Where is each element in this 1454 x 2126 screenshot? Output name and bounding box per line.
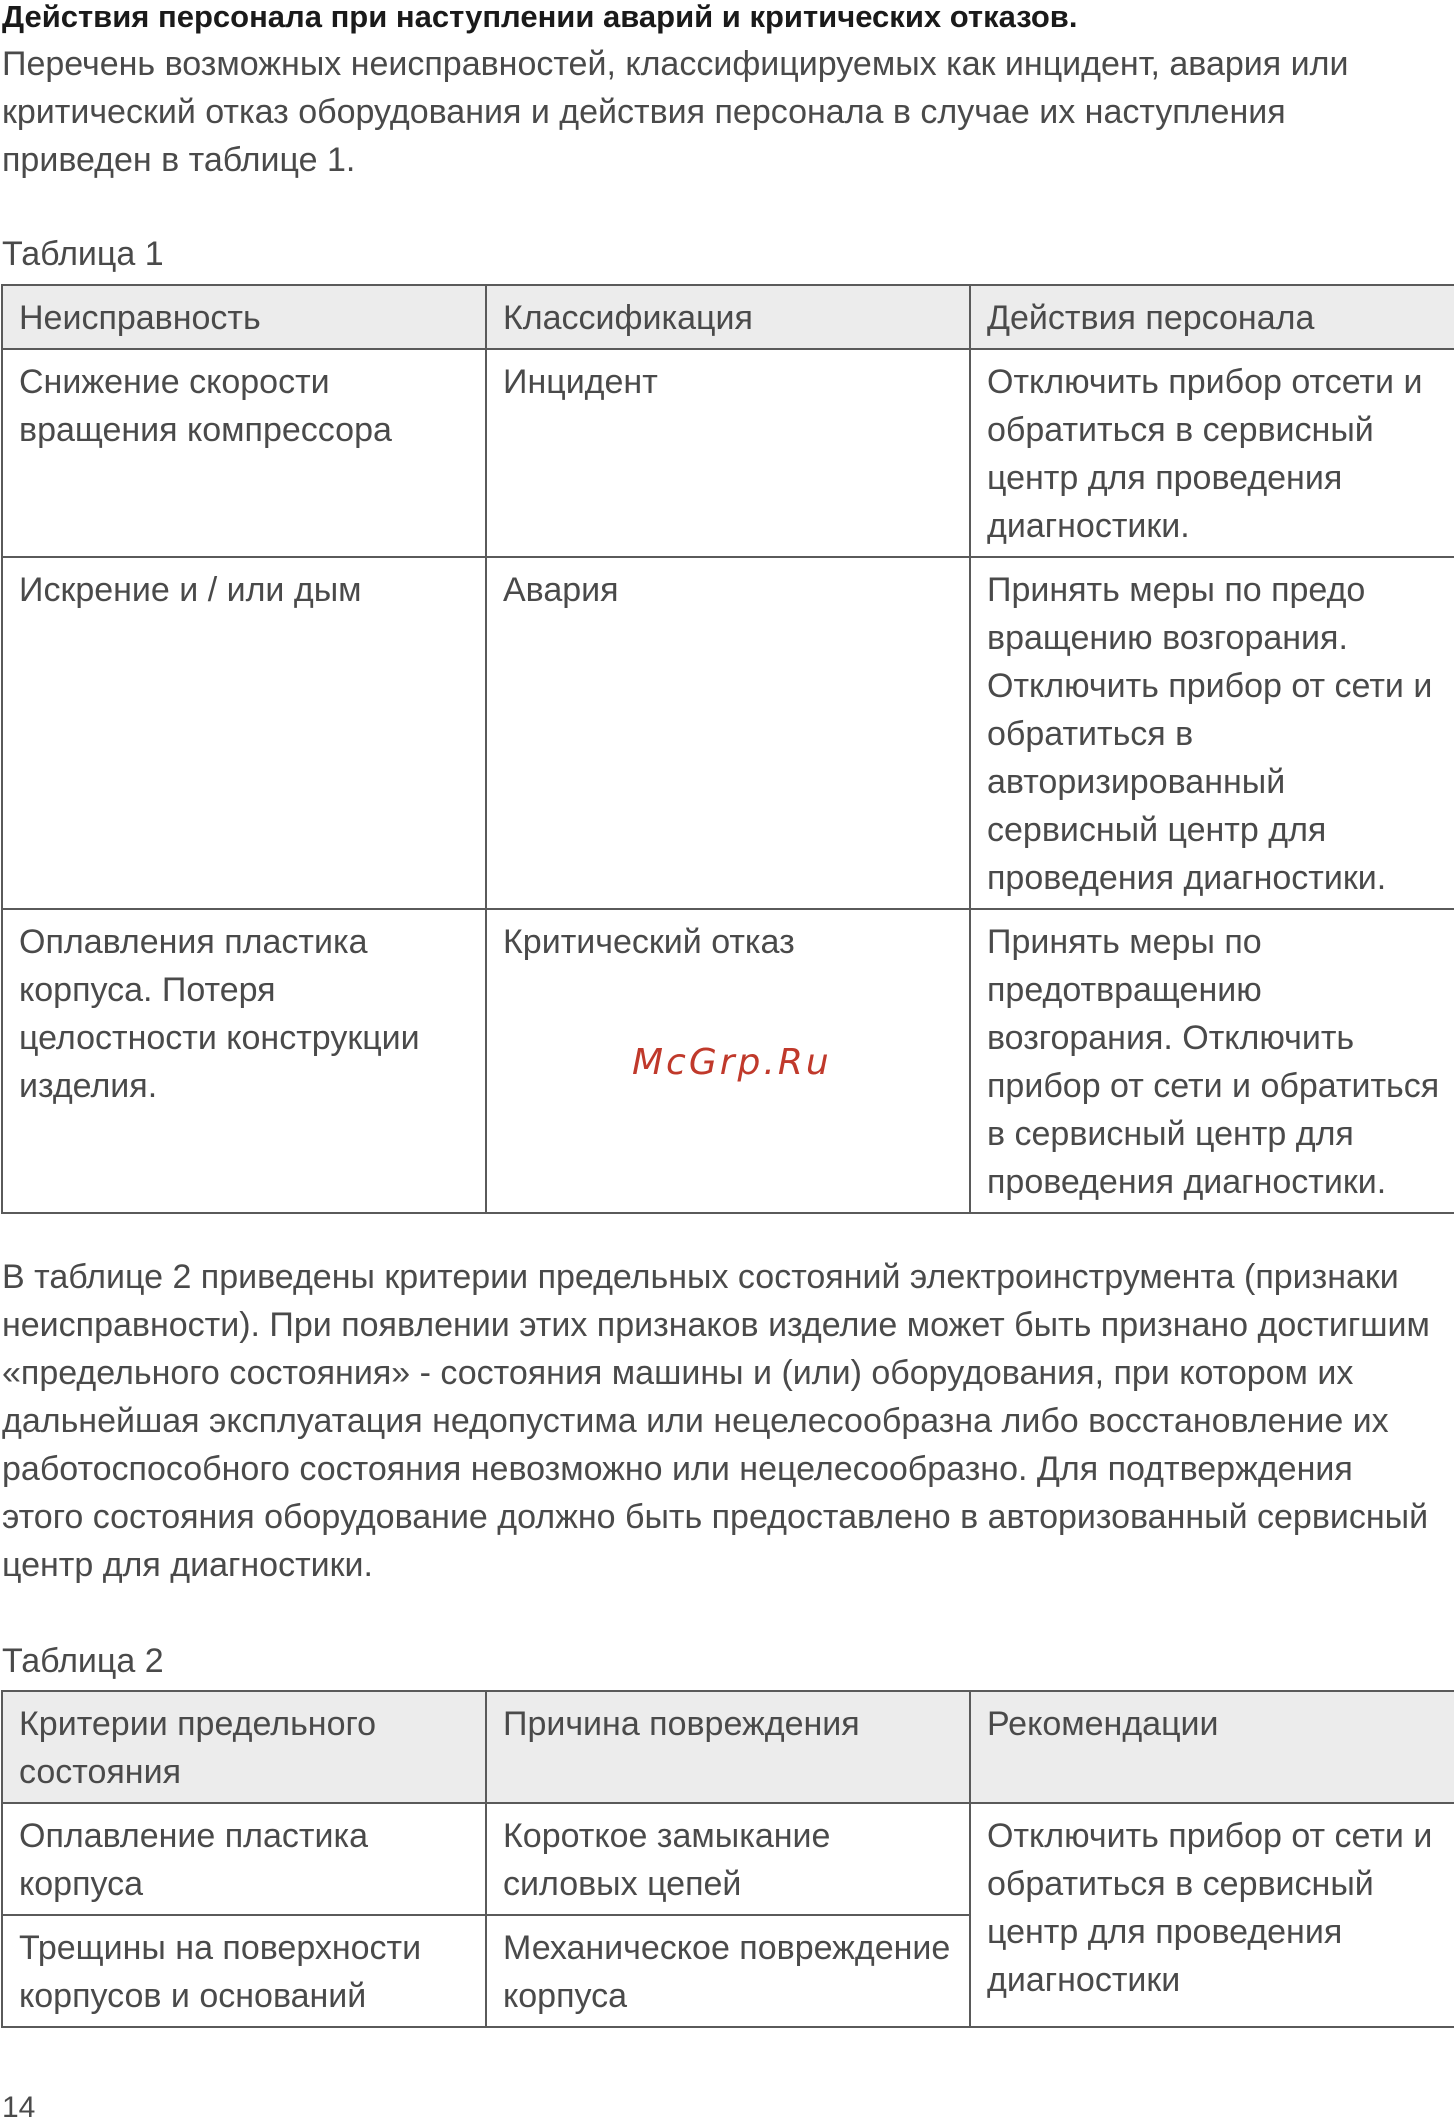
table1-cell-actions: Принять меры по предо вращению возгорания. Отключить прибор от сети и обратиться в авторизированный сервисный центр для проведения диагностики. [970,557,1454,909]
table2-intro-paragraph: В таблице 2 приведены критерии предельных состояний электроинструмента (признаки неисправности). При появлении этих признаков изделие может быть признано достигшим «предельного состояния» - состояния машины и (или) оборудования, при котором их дальнейшая эксплуатация недопустима или нецелесообразна либо восстановление их работоспособного состояния невозможно или нецелесообразно. Для подтверждения этого состояния оборудование должно быть предоставлено в авторизованный сервисный центр для диагностики. [2,1258,1430,1584]
table2-caption: Таблица 2 [2,1642,164,1680]
table2-header-criterion: Критерии предельного состояния [2,1691,486,1803]
table1-header-actions: Действия персонала [970,285,1454,349]
table2-cell-cause: Механическое повреждение корпуса [486,1915,970,2027]
table2 [1,1690,1454,2028]
table1-header-classification: Классификация [486,285,970,349]
table2-header-cause: Причина повреждения [486,1691,970,1803]
table2-cell-criterion: Оплавление пластика корпуса [2,1803,486,1915]
intro-paragraph: Перечень возможных неисправностей, классифицируемых как инцидент, авария или критический отказ оборудования и действия персонала в случае их наступления приведен в таблице 1. [2,45,1349,179]
table1-cell-fault: Снижение скорости вращения компрессора [2,349,486,557]
table1-cell-fault: Искрение и / или дым [2,557,486,909]
table1-cell-classification: Авария [486,557,970,909]
table2-header-row [2,1691,1454,1803]
table1-cell-classification: Инцидент [486,349,970,557]
table1-cell-fault: Оплавления пластика корпуса. Потеря целостности конструкции изделия. [2,909,486,1213]
table1-header-row [2,285,1454,349]
table1-cell-actions: Отключить прибор отсети и обратиться в сервисный центр для проведения диагностики. [970,349,1454,557]
section-heading: Действия персонала при наступлении аварий и критических отказов. [2,0,1078,34]
table2-cell-cause: Короткое замыкание силовых цепей [486,1803,970,1915]
table-row [2,349,1454,557]
table2-header-recommendation: Рекомендации [970,1691,1454,1803]
table2-cell-recommendation: Отключить прибор от сети и обратиться в сервисный центр для проведения диагностики [970,1803,1454,2027]
table1-header-fault: Неисправность [2,285,486,349]
table1-caption: Таблица 1 [2,235,164,273]
table2-cell-criterion: Трещины на поверхности корпусов и оснований [2,1915,486,2027]
page-number: 14 [2,2091,36,2124]
table-row [2,557,1454,909]
table1-cell-classification: Критический отказ [486,909,970,1213]
watermark: McGrp.Ru [632,1042,832,1083]
table1-cell-actions: Принять меры по предотвращению возгорания. Отключить прибор от сети и обратиться в сервисный центр для проведения диагностики. [970,909,1454,1213]
table-row [2,1803,1454,1915]
